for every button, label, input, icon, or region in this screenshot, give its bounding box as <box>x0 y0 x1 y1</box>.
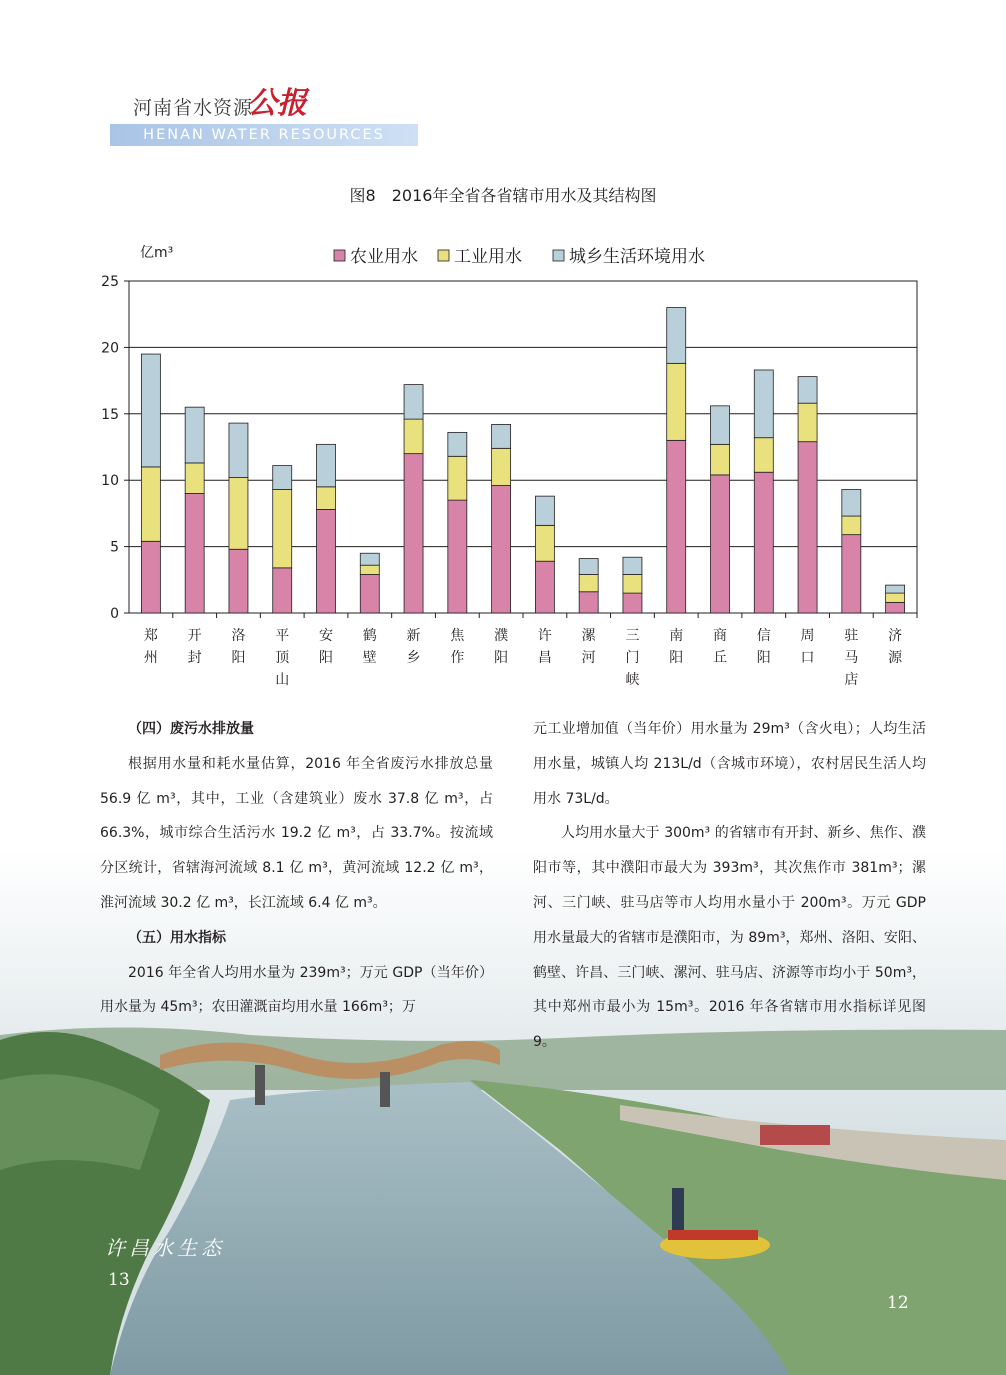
bar-segment <box>623 557 642 574</box>
bar-segment <box>667 363 686 440</box>
right-text-column <box>533 712 926 1060</box>
bar-segment <box>229 478 248 550</box>
legend-swatch <box>438 250 449 261</box>
x-category-label: 平顶山 <box>275 628 290 688</box>
bar-segment <box>623 574 642 593</box>
bulletin-title-cn: 河南省水资源 <box>133 97 254 119</box>
bar-segment <box>886 602 905 613</box>
paragraph-indicators-continued: 元工业增加值（当年价）用水量为 29m³（含火电）；人均生活用水量，城镇人均 213L/d（含城市环境），农村居民生活人均用水 73L/d。 <box>533 721 926 807</box>
x-category-label: 许昌 <box>537 628 552 666</box>
bar-segment <box>273 489 292 567</box>
bar-segment <box>404 454 423 613</box>
x-category-label: 新乡 <box>406 628 421 666</box>
bar-segment <box>842 535 861 613</box>
bar-segment <box>535 561 554 613</box>
bar-segment <box>448 456 467 500</box>
bar-segment <box>448 500 467 613</box>
x-category-label: 安阳 <box>319 628 333 666</box>
bar-segment <box>360 553 379 565</box>
bar-segment <box>360 565 379 574</box>
page-number-right: 12 <box>887 1293 909 1313</box>
bar-segment <box>448 432 467 456</box>
bulletin-logo: 公报 <box>247 86 307 121</box>
legend-label: 城乡生活环境用水 <box>569 247 705 267</box>
bar-segment <box>754 472 773 613</box>
bar-segment <box>886 585 905 593</box>
bar-segment <box>141 541 160 613</box>
y-tick-label: 10 <box>101 473 119 490</box>
bar-segment <box>404 385 423 420</box>
y-axis-unit-label: 亿m³ <box>140 245 174 261</box>
bar-segment <box>667 440 686 613</box>
y-tick-label: 15 <box>101 406 119 423</box>
x-category-label: 济源 <box>888 628 903 666</box>
x-category-label: 郑州 <box>143 628 158 666</box>
bar-segment <box>711 475 730 613</box>
bar-segment <box>667 308 686 364</box>
bar-segment <box>579 592 598 613</box>
bar-segment <box>185 493 204 613</box>
bar-segment <box>317 444 336 486</box>
section-heading-indicators: （五）用水指标 <box>128 929 226 946</box>
left-text-column <box>100 712 493 1025</box>
section-heading-wastewater: （四）废污水排放量 <box>128 721 254 737</box>
y-tick-label: 25 <box>101 274 119 290</box>
bar-segment <box>141 467 160 541</box>
x-category-label: 南阳 <box>669 628 684 666</box>
x-category-label: 商丘 <box>713 628 727 666</box>
bulletin-title-en: HENAN WATER RESOURCES BULLETIN <box>110 124 418 146</box>
page-number-left: 13 <box>108 1270 130 1290</box>
water-use-stacked-bar-chart <box>0 230 1006 700</box>
y-tick-label: 0 <box>110 606 119 622</box>
bar-segment <box>360 574 379 613</box>
bar-segment <box>798 403 817 442</box>
paragraph-wastewater: 根据用水量和耗水量估算，2016 年全省废污水排放总量 56.9 亿 m³，其中，工业（含建筑业）废水 37.8 亿 m³，占 66.3%，城市综合生活污水 19.2 亿 m³，占 33.7%。按流域分区统计，省辖海河流域 8.1 亿 m³，黄河流域 12.2 亿 m³，淮河流域 30.2 亿 m³，长江流域 6.4 亿 m³。 <box>100 755 493 911</box>
bar-segment <box>579 574 598 591</box>
bar-segment <box>185 407 204 463</box>
bar-segment <box>492 486 511 613</box>
y-tick-label: 5 <box>110 539 119 556</box>
legend-label: 农业用水 <box>350 247 418 267</box>
bar-segment <box>842 516 861 535</box>
bar-segment <box>229 549 248 613</box>
x-category-label: 驻马店 <box>844 628 859 688</box>
x-category-label: 三门峡 <box>625 628 640 688</box>
x-category-label: 周口 <box>800 628 815 666</box>
figure-title: 图8 2016年全省各省辖市用水及其结构图 <box>349 186 657 205</box>
x-category-label: 鹤壁 <box>362 628 377 666</box>
bar-segment <box>798 442 817 613</box>
bar-segment <box>711 444 730 475</box>
bar-segment <box>229 423 248 477</box>
x-category-label: 焦作 <box>450 628 465 666</box>
legend-swatch <box>553 250 564 261</box>
bar-segment <box>492 448 511 485</box>
photo-caption: 许昌水生态 <box>105 1236 225 1260</box>
bar-segment <box>317 487 336 510</box>
legend-swatch <box>334 250 345 261</box>
x-category-label: 洛阳 <box>231 628 246 666</box>
paragraph-indicators-start: 2016 年全省人均用水量为 239m³；万元 GDP（当年价）用水量为 45m³；农田灌溉亩均用水量 166m³；万 <box>100 964 493 1016</box>
bar-segment <box>579 559 598 575</box>
bar-segment <box>623 593 642 613</box>
bar-segment <box>754 370 773 438</box>
paragraph-per-capita: 人均用水量大于 300m³ 的省辖市有开封、新乡、焦作、濮阳市等，其中濮阳市最大为 393m³，其次焦作市 381m³；漯河、三门峡、驻马店等市人均用水量小于 200m³。万元 GDP 用水量最大的省辖市是濮阳市，为 89m³，郑州、洛阳、安阳、鹤壁、许昌、三门峡、漯河、驻马店、济源等市均小于 50m³，其中郑州市最小为 15m³。2016 年各省辖市用水指标详见图 9。 <box>533 825 926 1051</box>
bar-segment <box>185 463 204 494</box>
x-category-label: 开封 <box>187 628 202 666</box>
bar-segment <box>754 438 773 473</box>
bar-segment <box>886 593 905 602</box>
bar-segment <box>842 489 861 516</box>
bar-segment <box>273 466 292 490</box>
x-category-label: 信阳 <box>756 628 771 666</box>
y-tick-label: 20 <box>101 340 119 357</box>
bar-segment <box>798 377 817 404</box>
bar-segment <box>404 419 423 454</box>
legend-label: 工业用水 <box>454 247 522 267</box>
x-category-label: 漯河 <box>581 628 596 666</box>
bar-segment <box>317 509 336 613</box>
bar-segment <box>273 568 292 613</box>
x-category-label: 濮阳 <box>494 628 509 666</box>
bar-segment <box>535 496 554 525</box>
bar-segment <box>492 424 511 448</box>
bar-segment <box>535 525 554 561</box>
bar-segment <box>141 354 160 467</box>
bar-segment <box>711 406 730 445</box>
